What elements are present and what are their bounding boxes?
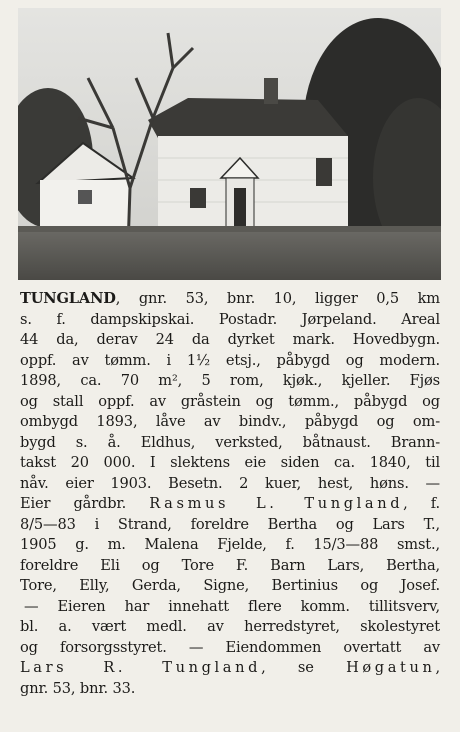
owner-name: Rasmus L. Tungland xyxy=(149,495,404,512)
entry-line-11: Eier gårdbr. Rasmus L. Tungland, f. xyxy=(20,495,440,512)
entry-line-9: takst 20 000. I slektens eie siden ca. 1840, til xyxy=(20,454,440,471)
entry-line-13: 1905 g. m. Malena Fjelde, f. 15/3—88 smst., xyxy=(20,536,440,553)
entry-line-20: gnr. 53, bnr. 33. xyxy=(20,679,136,697)
entry-line-2: s. f. dampskipskai. Postadr. Jørpeland. Areal xyxy=(20,310,440,328)
entry-line-19: Lars R. Tungland, se Høgatun, xyxy=(20,659,440,676)
entry-line-7: ombygd 1893, låve av bindv., påbygd og om- xyxy=(20,413,440,430)
entry-line-17: bl. a. vært medl. av herredstyret, skolestyret xyxy=(20,618,440,635)
entry-line-3: 44 da, derav 24 da dyrket mark. Hovedbygn. xyxy=(20,331,440,348)
entry-line-16: — Eieren har innehatt flere komm. tillitsverv, xyxy=(24,597,440,615)
reference-name: Høgatun xyxy=(346,659,436,676)
house-illustration xyxy=(18,8,441,280)
entry-line-12: 8/5—83 i Strand, foreldre Bertha og Lars T., xyxy=(20,515,440,533)
successor-name: Lars R. Tungland xyxy=(20,659,262,676)
entry-line-15: Tore, Elly, Gerda, Signe, Bertinius og Josef. xyxy=(20,577,440,594)
house-photo xyxy=(18,8,441,280)
entry-line-4: oppf. av tømm. i 1½ etsj., påbygd og modern. xyxy=(20,351,440,369)
entry-line-18: og forsorgsstyret. — Eiendommen overtatt av xyxy=(20,638,440,656)
entry-line-10: nåv. eier 1903. Besetn. 2 kuer, hest, høns. — xyxy=(20,474,440,492)
property-entry xyxy=(20,289,440,699)
entry-line-8: bygd s. å. Eldhus, verksted, båtnaust. Brann- xyxy=(20,433,440,451)
entry-line-6: og stall oppf. av gråstein og tømm., påbygd og xyxy=(20,392,440,410)
entry-line-1: TUNGLAND, gnr. 53, bnr. 10, ligger 0,5 km xyxy=(20,290,440,307)
property-name: TUNGLAND xyxy=(20,290,116,307)
entry-line-5: 1898, ca. 70 m², 5 rom, kjøk., kjeller. Fjøs xyxy=(20,372,440,389)
entry-line-14: foreldre Eli og Tore F. Barn Lars, Bertha, xyxy=(20,556,440,574)
